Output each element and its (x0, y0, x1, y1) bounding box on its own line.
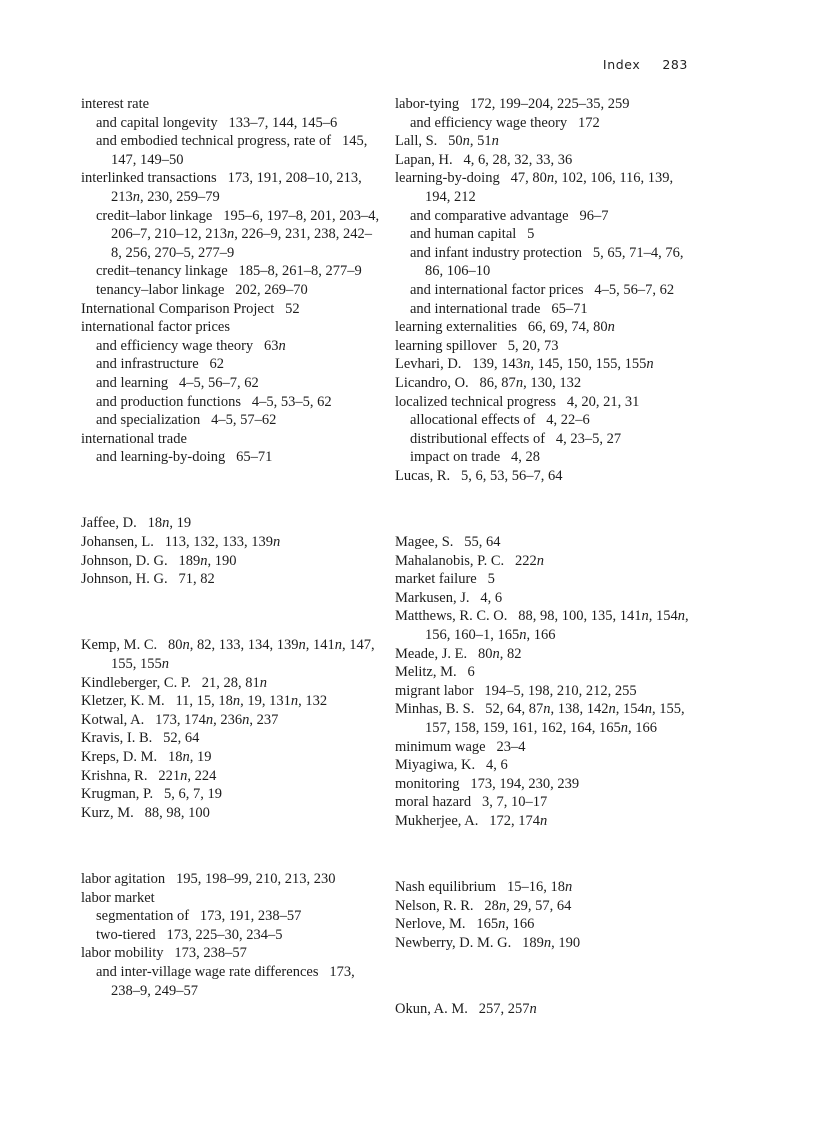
index-entry: Miyagiwa, K. 4, 6 (395, 757, 508, 774)
index-entry: labor mobility 173, 238–57 (81, 945, 247, 962)
index-subentry: and learning-by-doing 65–71 (96, 449, 273, 466)
index-entry: Lall, S. 50n, 51n (395, 133, 499, 150)
index-spacer (395, 967, 700, 986)
index-entry: Jaffee, D. 18n, 19 (81, 515, 192, 532)
index-entry: Levhari, D. 139, 143n, 145, 150, 155, 155n (395, 356, 654, 373)
index-entry: Melitz, M. 6 (395, 664, 475, 681)
index-entry: Nash equilibrium 15–16, 18n (395, 879, 573, 896)
index-subentry: and embodied technical progress, rate of 145, 147, 149–50 (96, 133, 368, 168)
index-subentry: allocational effects of 4, 22–6 (410, 412, 590, 429)
index-entry: Kreps, D. M. 18n, 19 (81, 749, 212, 765)
index-spacer (81, 481, 381, 500)
index-entry: Minhas, B. S. 52, 64, 87n, 138, 142n, 154n, 155, 157, 158, 159, 161, 162, 164, 165n, 166 (395, 701, 685, 736)
index-entry: Kindleberger, C. P. 21, 28, 81n (81, 674, 268, 691)
index-subentry: and capital longevity 133–7, 144, 145–6 (96, 114, 338, 131)
index-subentry: and international factor prices 4–5, 56–7, 62 (410, 281, 675, 298)
index-subentry: and international trade 65–71 (410, 300, 588, 317)
index-subentry: and comparative advantage 96–7 (410, 207, 609, 224)
index-entry: Kravis, I. B. 52, 64 (81, 730, 200, 747)
index-subentry: impact on trade 4, 28 (410, 449, 541, 466)
index-subentry: and learning 4–5, 56–7, 62 (96, 374, 259, 391)
index-spacer (81, 837, 381, 856)
index-subentry: and efficiency wage theory 63n (96, 337, 286, 354)
index-spacer (395, 500, 700, 519)
index-entry: market failure 5 (395, 571, 495, 588)
index-entry: Meade, J. E. 80n, 82 (395, 645, 522, 662)
index-entry: localized technical progress 4, 20, 21, 31 (395, 393, 640, 410)
index-entry: Licandro, O. 86, 87n, 130, 132 (395, 374, 582, 391)
index-subentry: two-tiered 173, 225–30, 234–5 (96, 926, 283, 943)
index-entry: minimum wage 23–4 (395, 738, 526, 755)
index-entry: Nelson, R. R. 28n, 29, 57, 64 (395, 897, 572, 914)
index-column-right (395, 95, 700, 1019)
index-subentry: and infrastructure 62 (96, 356, 225, 373)
index-entry: Krugman, P. 5, 6, 7, 19 (81, 786, 222, 803)
index-entry: labor-tying 172, 199–204, 225–35, 259 (395, 96, 630, 112)
running-head-label: Index (602, 57, 641, 72)
index-entry: Johnson, H. G. 71, 82 (81, 571, 215, 588)
index-subentry: distributional effects of 4, 23–5, 27 (410, 430, 622, 447)
index-spacer (81, 603, 381, 622)
index-entry: Okun, A. M. 257, 257n (395, 1001, 537, 1018)
index-subentry: credit–labor linkage 195–6, 197–8, 201, 203–4, 206–7, 210–12, 213n, 226–9, 231, 238, 242–8, 256, 270–5, 277–9 (96, 207, 380, 261)
index-entry: labor market (81, 889, 155, 906)
index-entry: monitoring 173, 194, 230, 239 (395, 775, 580, 792)
index-entry: Kletzer, K. M. 11, 15, 18n, 19, 131n, 132 (81, 693, 328, 710)
index-subentry: credit–tenancy linkage 185–8, 261–8, 277–9 (96, 263, 362, 280)
index-entry: International Comparison Project 52 (81, 300, 300, 317)
index-entry: interest rate (81, 96, 150, 112)
index-entry: Johansen, L. 113, 132, 133, 139n (81, 534, 281, 551)
index-entry: interlinked transactions 173, 191, 208–10, 213, 213n, 230, 259–79 (81, 170, 362, 205)
index-entry: Kotwal, A. 173, 174n, 236n, 237 (81, 711, 279, 728)
index-entry: moral hazard 3, 7, 10–17 (395, 794, 548, 811)
index-entry: learning spillover 5, 20, 73 (395, 337, 559, 354)
index-entry: Magee, S. 55, 64 (395, 534, 501, 551)
index-entry: Mukherjee, A. 172, 174n (395, 812, 548, 829)
index-entry: Lucas, R. 5, 6, 53, 56–7, 64 (395, 467, 563, 484)
index-entry: Matthews, R. C. O. 88, 98, 100, 135, 141n, 154n, 156, 160–1, 165n, 166 (395, 608, 689, 644)
index-subentry: and infant industry protection 5, 65, 71–4, 76, 86, 106–10 (410, 244, 684, 280)
index-subentry: and human capital 5 (410, 226, 535, 243)
index-entry: Johnson, D. G. 189n, 190 (81, 552, 237, 569)
index-subentry: and specialization 4–5, 57–62 (96, 412, 277, 429)
index-entry: migrant labor 194–5, 198, 210, 212, 255 (395, 682, 637, 699)
index-entry: Lapan, H. 4, 6, 28, 32, 33, 36 (395, 151, 573, 168)
index-entry: international factor prices (81, 319, 230, 336)
page-number: 283 (662, 57, 688, 72)
index-entry: Markusen, J. 4, 6 (395, 589, 503, 606)
index-subentry: and inter-village wage rate differences 173, 238–9, 249–57 (96, 963, 355, 999)
running-head (603, 57, 688, 72)
index-subentry: and efficiency wage theory 172 (410, 114, 600, 131)
index-entry: Krishna, R. 221n, 224 (81, 767, 217, 784)
index-entry: Kurz, M. 88, 98, 100 (81, 804, 210, 821)
index-subentry: segmentation of 173, 191, 238–57 (96, 908, 302, 925)
index-column-left (81, 95, 381, 1000)
index-entry: learning-by-doing 47, 80n, 102, 106, 116, 139, 194, 212 (395, 170, 674, 205)
index-entry: Nerlove, M. 165n, 166 (395, 916, 535, 933)
index-spacer (395, 845, 700, 864)
index-subentry: tenancy–labor linkage 202, 269–70 (96, 281, 308, 298)
index-entry: Mahalanobis, P. C. 222n (395, 552, 545, 569)
index-subentry: and production functions 4–5, 53–5, 62 (96, 393, 332, 410)
index-entry: Newberry, D. M. G. 189n, 190 (395, 934, 581, 951)
index-entry: labor agitation 195, 198–99, 210, 213, 230 (81, 870, 336, 887)
index-entry: international trade (81, 430, 187, 447)
index-entry: Kemp, M. C. 80n, 82, 133, 134, 139n, 141n, 147, 155, 155n (81, 637, 375, 673)
index-entry: learning externalities 66, 69, 74, 80n (395, 319, 615, 336)
